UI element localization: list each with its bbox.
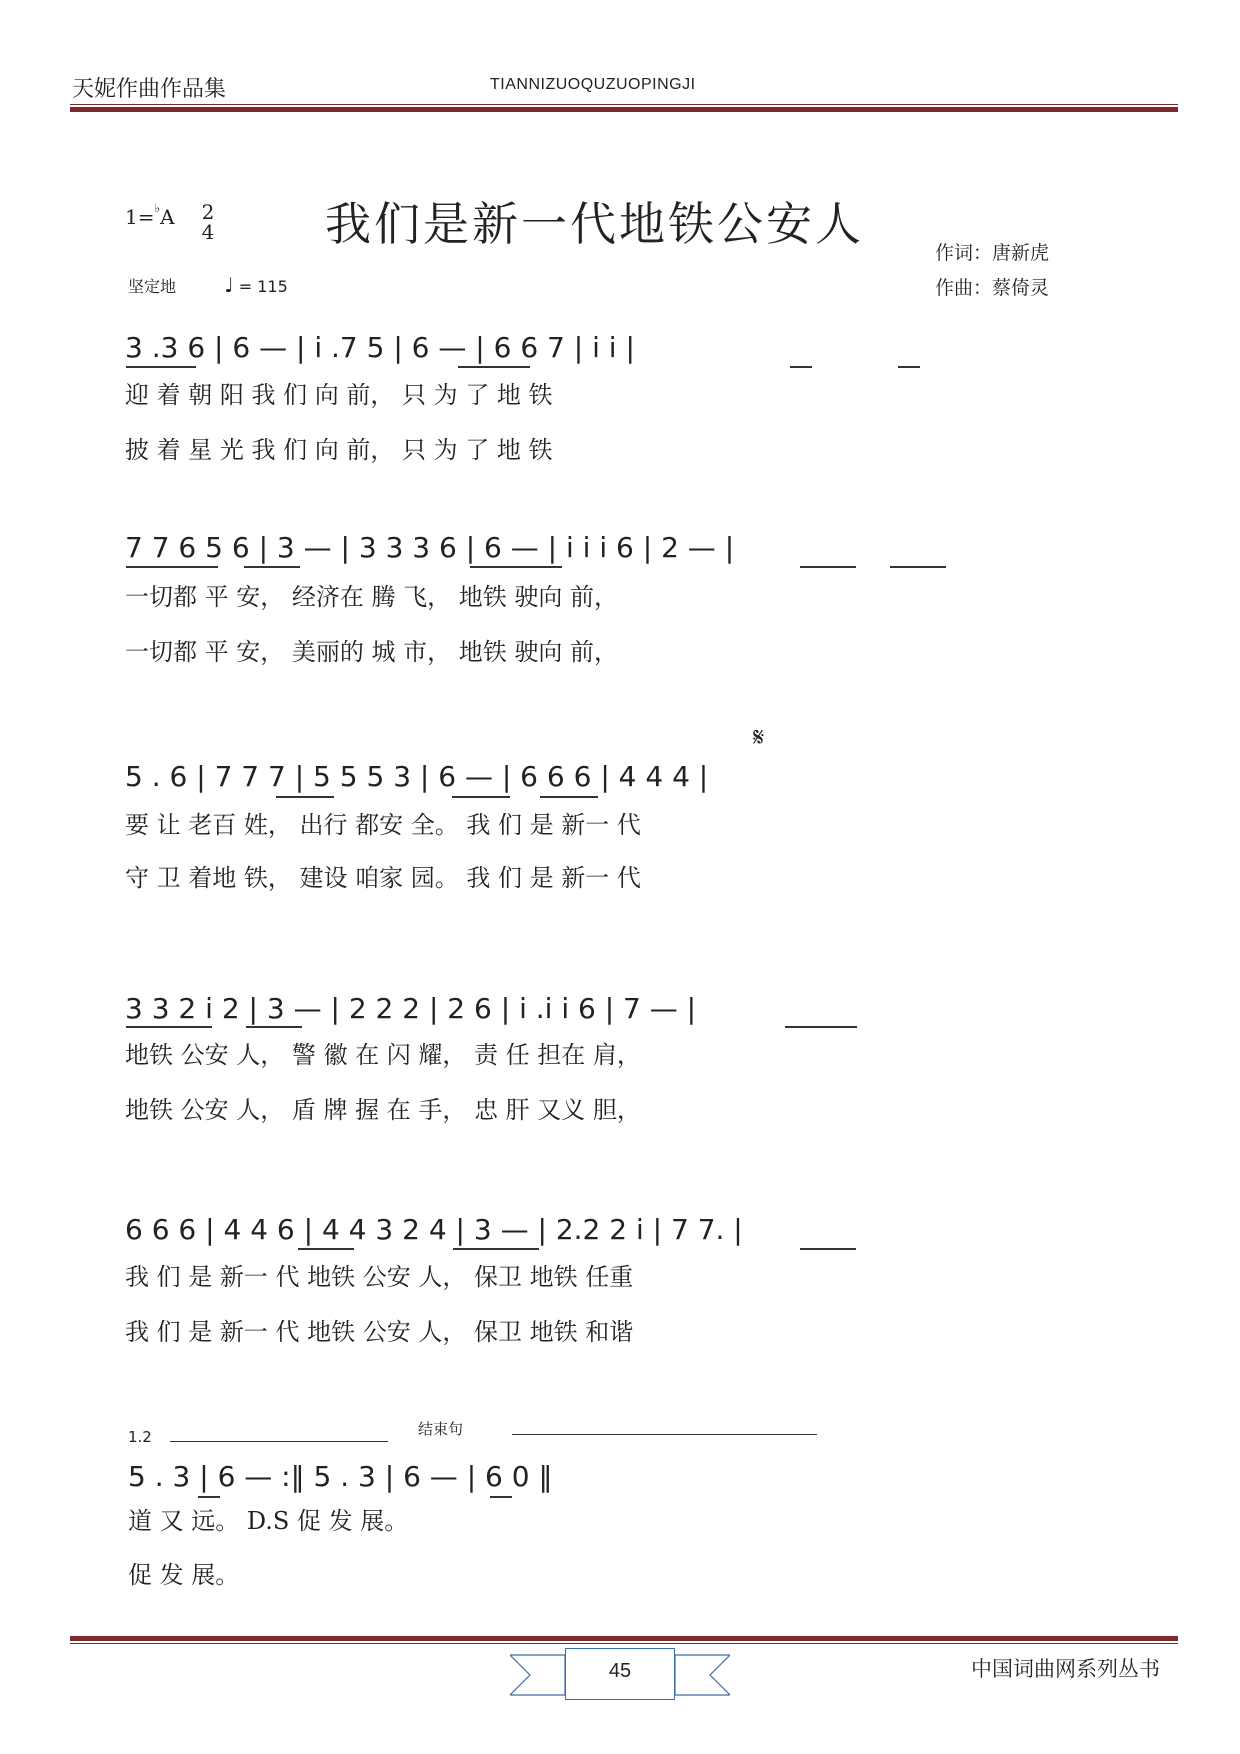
coda-label: 结束句 <box>418 1420 464 1438</box>
underline <box>800 566 856 568</box>
underline <box>298 1248 354 1250</box>
notation-row-6: 5 . 3 | 6 — :‖ 5 . 3 | 6 — | 6 0 ‖ <box>128 1460 553 1493</box>
notation-row-4: 3 3 2 i 2 | 3 — | 2 2 2 | 2 6 | i .i i 6 | 7 — | <box>125 992 697 1025</box>
coda-bracket <box>512 1434 817 1435</box>
header-collection-title: 天妮作曲作品集 <box>72 77 227 102</box>
lyrics-row-2-verse-1: 一切都 平 安， 经济在 腾 飞， 地铁 驶向 前， <box>125 583 619 611</box>
composer-credit: 作曲：蔡倚灵 <box>935 277 1050 299</box>
lyrics-row-1-verse-2: 披 着 星 光 我 们 向 前， 只 为 了 地 铁 <box>125 436 553 464</box>
underline <box>453 1248 539 1250</box>
underline <box>790 366 812 368</box>
lyrics-row-4-verse-1: 地铁 公安 人， 警 徽 在 闪 耀， 责 任 担在 肩， <box>125 1041 641 1069</box>
underline <box>246 1026 302 1028</box>
lyrics-row-6-verse-2: 促 发 展。 <box>128 1561 240 1589</box>
time-signature: 2 4 <box>201 200 215 244</box>
underline <box>126 366 196 368</box>
underline <box>540 796 598 798</box>
underline <box>198 1496 220 1498</box>
lyricist-credit: 作词：唐新虎 <box>935 242 1050 264</box>
header-rule-thick <box>70 107 1178 112</box>
underline <box>890 566 946 568</box>
lyrics-row-6-verse-1: 道 又 远。 D.S 促 发 展。 <box>128 1507 409 1535</box>
underline <box>126 1026 212 1028</box>
underline <box>785 1026 857 1028</box>
volta-bracket <box>170 1441 388 1442</box>
underline <box>800 1248 856 1250</box>
lyrics-row-4-verse-2: 地铁 公安 人， 盾 牌 握 在 手， 忠 肝 又义 胆， <box>125 1096 641 1124</box>
lyrics-row-5-verse-1: 我 们 是 新一 代 地铁 公安 人， 保卫 地铁 任重 <box>125 1263 634 1291</box>
underline <box>458 366 530 368</box>
series-name: 中国词曲网系列丛书 <box>971 1657 1160 1681</box>
underline <box>276 796 334 798</box>
notation-row-2: 7 7 6 5 6 | 3 — | 3 3 3 6 | 6 — | i i i 6 | 2 — | <box>125 531 735 564</box>
quarter-note-icon: ♩ <box>224 273 234 297</box>
page-number: 45 <box>608 1660 632 1682</box>
footer-rule-thin <box>70 1643 1178 1644</box>
segno-icon: 𝄋 <box>753 723 765 753</box>
underline <box>126 566 218 568</box>
key-signature: 1=♭A <box>125 201 175 229</box>
underline <box>452 796 510 798</box>
song-title: 我们是新一代地铁公安人 <box>325 197 864 251</box>
underline <box>244 566 300 568</box>
header-rule-thin <box>70 104 1178 105</box>
underline <box>470 566 562 568</box>
tempo-marking: 坚定地 ♩ = 115 <box>128 273 288 297</box>
underline <box>898 366 920 368</box>
volta-label: 1.2 <box>128 1428 152 1446</box>
header-pinyin-title: TIANNIZUOQUZUOPINGJI <box>490 76 696 93</box>
lyrics-row-3-verse-2: 守 卫 着地 铁， 建设 咱家 园。 我 们 是 新一 代 <box>125 864 641 892</box>
lyrics-row-1-verse-1: 迎 着 朝 阳 我 们 向 前， 只 为 了 地 铁 <box>125 381 553 409</box>
lyrics-row-2-verse-2: 一切都 平 安， 美丽的 城 市， 地铁 驶向 前， <box>125 638 619 666</box>
lyrics-row-5-verse-2: 我 们 是 新一 代 地铁 公安 人， 保卫 地铁 和谐 <box>125 1318 634 1346</box>
notation-row-5: 6 6 6 | 4 4 6 | 4 4 3 2 4 | 3 — | 2.2 2 i | 7 7. | <box>125 1213 743 1246</box>
footer-rule-thick <box>70 1636 1178 1641</box>
notation-row-3: 5 . 6 | 7 7 7 | 5 5 5 3 | 6 — | 6 6 6 | 4 4 4 | <box>125 760 709 793</box>
notation-row-1: 3 .3 6 | 6 — | i .7 5 | 6 — | 6 6 7 | i i | <box>125 331 635 364</box>
underline <box>490 1496 512 1498</box>
lyrics-row-3-verse-1: 要 让 老百 姓， 出行 都安 全。 我 们 是 新一 代 <box>125 811 641 839</box>
